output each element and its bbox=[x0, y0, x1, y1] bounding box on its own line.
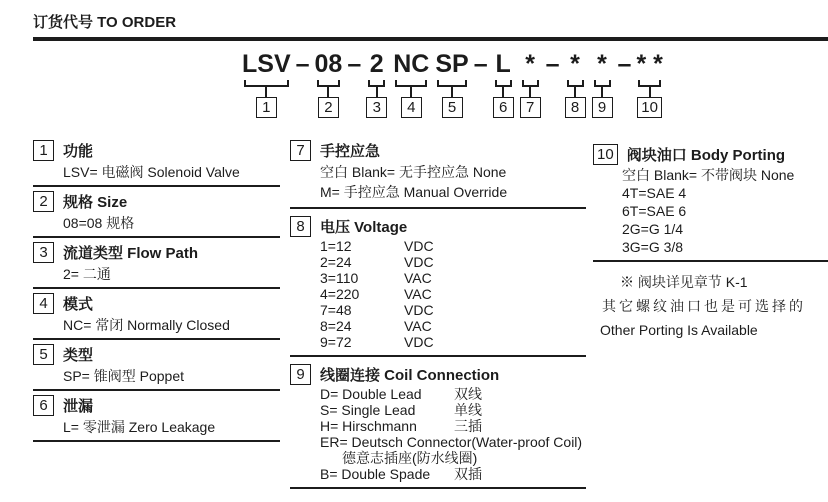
item-number-box: 8 bbox=[290, 216, 311, 237]
item-header bbox=[33, 242, 280, 263]
note-line: Other Porting Is Available bbox=[600, 322, 758, 338]
code-segment bbox=[493, 50, 514, 118]
model-code-diagram bbox=[242, 50, 663, 118]
items-column-2 bbox=[290, 140, 586, 496]
connector-stem bbox=[529, 87, 531, 97]
item-number-box: 7 bbox=[290, 140, 311, 161]
item-value-lines bbox=[63, 264, 280, 284]
code-separator: – bbox=[295, 50, 310, 78]
page-title: 订货代号 TO ORDER bbox=[33, 14, 177, 31]
item-header bbox=[290, 216, 586, 237]
code-segment-text: 2 bbox=[369, 50, 384, 78]
bracket-connector bbox=[495, 80, 512, 87]
item-title: 泄漏 bbox=[63, 398, 94, 415]
code-segment bbox=[393, 50, 429, 118]
item-value-code: 9=72 bbox=[320, 334, 352, 350]
code-number-box: 4 bbox=[401, 97, 422, 118]
item-title: 手控应急 bbox=[320, 143, 381, 160]
code-number-box: 9 bbox=[592, 97, 613, 118]
code-segment bbox=[520, 50, 541, 118]
items-column-3 bbox=[593, 144, 828, 342]
item-header bbox=[33, 344, 280, 365]
item-value-line: LSV= 电磁阀 Solenoid Valve bbox=[63, 164, 240, 180]
code-number-box: 5 bbox=[442, 97, 463, 118]
item-value-desc: 双插 bbox=[454, 466, 482, 482]
code-segment bbox=[315, 50, 343, 118]
connector-stem bbox=[376, 87, 378, 97]
code-segment bbox=[366, 50, 387, 118]
bracket-connector bbox=[395, 80, 427, 87]
bracket-connector bbox=[244, 80, 289, 87]
ordering-item bbox=[593, 144, 828, 262]
code-separator: – bbox=[347, 50, 362, 78]
item-value-desc: VDC bbox=[404, 238, 434, 254]
code-number-box: 6 bbox=[493, 97, 514, 118]
item-number-box: 3 bbox=[33, 242, 54, 263]
item-value-line bbox=[320, 386, 586, 402]
code-segment-text: L bbox=[495, 50, 511, 78]
item-value-line bbox=[320, 318, 586, 334]
item-value-line: 德意志插座(防水线圈) bbox=[342, 450, 478, 466]
item-number-box: 6 bbox=[33, 395, 54, 416]
code-segment-text: SP bbox=[435, 50, 469, 78]
header-rule bbox=[33, 37, 828, 41]
bracket-connector bbox=[317, 80, 341, 87]
footnotes bbox=[593, 270, 828, 342]
item-header bbox=[290, 364, 586, 385]
code-number-box: 7 bbox=[520, 97, 541, 118]
code-segment bbox=[592, 50, 613, 118]
item-value-line bbox=[320, 254, 586, 270]
ordering-item bbox=[33, 395, 280, 442]
item-value-line: NC= 常闭 Normally Closed bbox=[63, 317, 230, 333]
code-separator: – bbox=[473, 50, 488, 78]
ordering-item bbox=[33, 140, 280, 187]
item-title: 阀块油口 Body Porting bbox=[626, 147, 786, 164]
item-header bbox=[290, 140, 586, 161]
connector-stem bbox=[601, 87, 603, 97]
code-separator: – bbox=[617, 50, 632, 78]
item-value-lines bbox=[320, 162, 586, 202]
code-segment-text: * * bbox=[636, 50, 663, 78]
code-separator: – bbox=[545, 50, 560, 78]
item-header bbox=[593, 144, 828, 165]
code-segment-text: * bbox=[570, 50, 580, 78]
code-segment-text: * bbox=[525, 50, 535, 78]
item-number-box: 2 bbox=[33, 191, 54, 212]
item-value-lines bbox=[63, 162, 280, 182]
item-value-lines bbox=[63, 315, 280, 335]
code-segment bbox=[636, 50, 662, 118]
item-value-line bbox=[320, 238, 586, 254]
item-value-desc: VAC bbox=[404, 286, 432, 302]
item-value-line: SP= 锥阀型 Poppet bbox=[63, 368, 185, 384]
item-title: 电压 Voltage bbox=[320, 219, 408, 236]
item-value-lines bbox=[320, 386, 586, 482]
code-segment-text: * bbox=[597, 50, 607, 78]
item-value-code: S= Single Lead bbox=[320, 402, 416, 418]
bracket-connector bbox=[567, 80, 584, 87]
connector-stem bbox=[451, 87, 453, 97]
item-value-line bbox=[320, 466, 586, 482]
ordering-item bbox=[33, 191, 280, 238]
ordering-item bbox=[290, 140, 586, 209]
item-value-lines bbox=[63, 366, 280, 386]
item-value-code: D= Double Lead bbox=[320, 386, 422, 402]
bracket-connector bbox=[522, 80, 539, 87]
items-column-1 bbox=[33, 140, 280, 446]
item-number-box: 5 bbox=[33, 344, 54, 365]
item-number-box: 9 bbox=[290, 364, 311, 385]
item-value-code: 1=12 bbox=[320, 238, 352, 254]
code-segment-text: 08 bbox=[314, 50, 343, 78]
connector-stem bbox=[327, 87, 329, 97]
item-value-line bbox=[320, 418, 586, 434]
item-value-line bbox=[320, 286, 586, 302]
item-value-line: 6T=SAE 6 bbox=[622, 203, 687, 219]
item-number-box: 4 bbox=[33, 293, 54, 314]
item-value-line bbox=[320, 402, 586, 418]
item-value-line: M= 手控应急 Manual Override bbox=[320, 184, 508, 200]
item-value-desc: VDC bbox=[404, 334, 434, 350]
bracket-connector bbox=[437, 80, 466, 87]
item-value-line bbox=[320, 334, 586, 350]
code-number-box: 8 bbox=[565, 97, 586, 118]
ordering-item bbox=[33, 293, 280, 340]
item-title: 类型 bbox=[63, 347, 94, 364]
code-number-box: 10 bbox=[637, 97, 662, 118]
item-value-line bbox=[320, 270, 586, 286]
code-segment-text: NC bbox=[393, 50, 430, 78]
item-header bbox=[33, 140, 280, 161]
item-value-line: ER= Deutsch Connector(Water-proof Coil) bbox=[320, 434, 583, 450]
item-title: 模式 bbox=[63, 296, 94, 313]
item-header bbox=[33, 293, 280, 314]
bracket-connector bbox=[368, 80, 385, 87]
item-number-box: 1 bbox=[33, 140, 54, 161]
item-value-line: 2= 二通 bbox=[63, 266, 111, 282]
item-value-code: B= Double Spade bbox=[320, 466, 431, 482]
item-value-lines bbox=[63, 417, 280, 437]
item-value-desc: 三插 bbox=[454, 418, 482, 434]
connector-stem bbox=[649, 87, 651, 97]
bracket-connector bbox=[594, 80, 611, 87]
connector-stem bbox=[502, 87, 504, 97]
item-value-code: 8=24 bbox=[320, 318, 352, 334]
item-title: 规格 Size bbox=[63, 194, 128, 211]
item-value-line: 4T=SAE 4 bbox=[622, 185, 687, 201]
item-value-desc: VDC bbox=[404, 254, 434, 270]
item-value-code: 3=110 bbox=[320, 270, 359, 286]
connector-stem bbox=[410, 87, 412, 97]
ordering-item bbox=[290, 364, 586, 489]
code-number-box: 3 bbox=[366, 97, 387, 118]
connector-stem bbox=[265, 87, 267, 97]
item-value-line: 空白 Blank= 无手控应急 None bbox=[320, 164, 507, 180]
ordering-item bbox=[290, 216, 586, 357]
code-segment bbox=[565, 50, 586, 118]
item-value-desc: VDC bbox=[404, 302, 434, 318]
item-value-lines bbox=[320, 238, 586, 350]
item-value-code: 2=24 bbox=[320, 254, 352, 270]
item-value-code: 7=48 bbox=[320, 302, 352, 318]
item-value-code: H= Hirschmann bbox=[320, 418, 417, 434]
item-number-box: 10 bbox=[593, 144, 618, 165]
item-value-lines bbox=[622, 166, 828, 256]
item-value-line bbox=[320, 302, 586, 318]
note-line: 其它螺纹油口也是可选择的 bbox=[602, 298, 806, 314]
item-value-desc: 双线 bbox=[454, 386, 482, 402]
bracket-connector bbox=[638, 80, 660, 87]
ordering-item bbox=[33, 242, 280, 289]
item-value-desc: VAC bbox=[404, 318, 432, 334]
code-segment-text: LSV bbox=[242, 50, 291, 78]
ordering-item bbox=[33, 344, 280, 391]
connector-stem bbox=[574, 87, 576, 97]
code-segment bbox=[435, 50, 468, 118]
item-value-line: 3G=G 3/8 bbox=[622, 239, 684, 255]
item-title: 功能 bbox=[63, 143, 94, 160]
note-line: ※ 阀块详见章节 K-1 bbox=[620, 274, 748, 290]
item-value-line: L= 零泄漏 Zero Leakage bbox=[63, 419, 216, 435]
item-value-lines bbox=[63, 213, 280, 233]
item-value-line: 2G=G 1/4 bbox=[622, 221, 684, 237]
item-value-desc: 单线 bbox=[454, 402, 482, 418]
item-header bbox=[33, 395, 280, 416]
item-value-desc: VAC bbox=[404, 270, 432, 286]
item-header bbox=[33, 191, 280, 212]
item-title: 流道类型 Flow Path bbox=[63, 245, 199, 262]
code-number-box: 1 bbox=[256, 97, 277, 118]
item-value-line: 空白 Blank= 不带阀块 None bbox=[622, 167, 795, 183]
item-title: 线圈连接 Coil Connection bbox=[320, 367, 500, 384]
item-value-code: 4=220 bbox=[320, 286, 360, 302]
code-segment bbox=[242, 50, 291, 118]
code-number-box: 2 bbox=[318, 97, 339, 118]
item-value-line: 08=08 规格 bbox=[63, 215, 135, 231]
